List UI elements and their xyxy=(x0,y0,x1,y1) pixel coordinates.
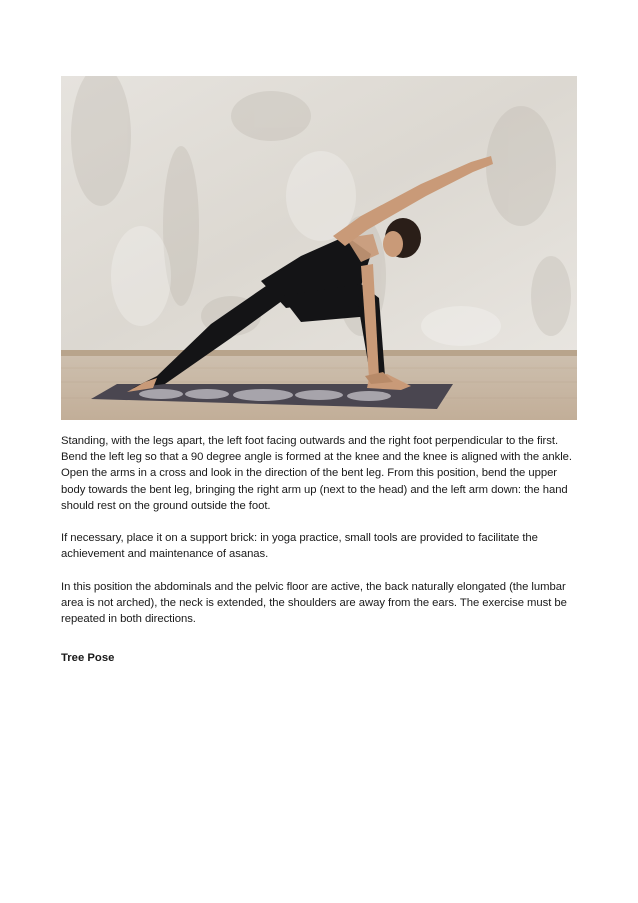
paragraph-support-brick: If necessary, place it on a support brick: in yoga practice, small tools are provided to facilitate the achievement and maintenance of asanas. xyxy=(61,532,538,561)
body-text xyxy=(61,433,581,644)
yoga-extended-side-angle-photo xyxy=(61,76,577,420)
paragraph-muscle-activation: In this position the abdominals and the pelvic floor are active, the back naturally elongated (the lumbar area is not arched), the neck is extended, the shoulders are away from the ears. The exercise must be repeated in both directions. xyxy=(61,580,567,626)
section-heading: Tree Pose xyxy=(61,652,115,664)
paragraph-pose-instructions: Standing, with the legs apart, the left foot facing outwards and the right foot perpendicular to the first. Bend the left leg so that a 90 degree angle is formed at the knee and the knee is aligned with the ankle. Open the arms in a cross and look in the direction of the bent leg. From this position, bend the upper body towards the bent leg, bringing the right arm up (next to the head) and the left arm down: the hand should rest on the ground outside the foot. xyxy=(61,435,572,512)
